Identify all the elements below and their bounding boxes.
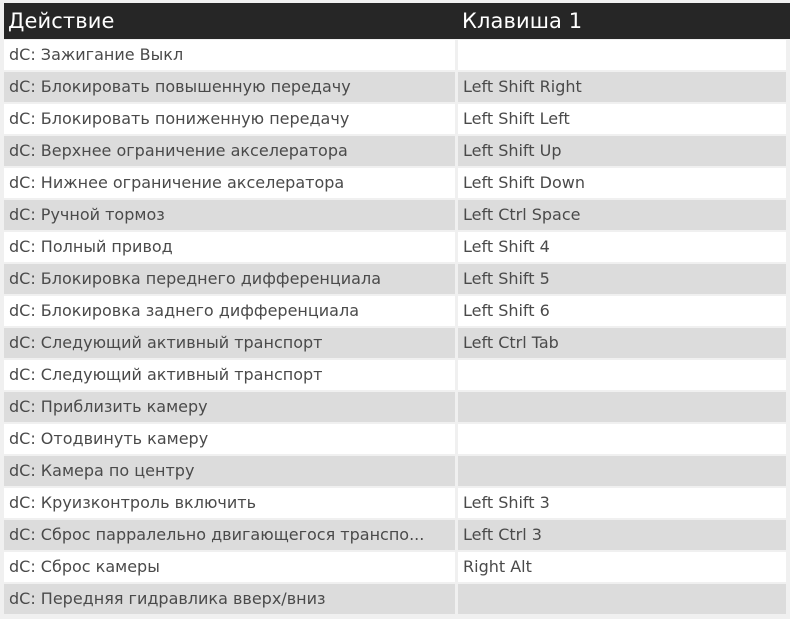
- action-cell[interactable]: dC: Следующий активный транспорт: [4, 360, 455, 390]
- key1-cell[interactable]: [458, 584, 786, 614]
- keybinding-row[interactable]: [4, 103, 786, 135]
- key1-cell[interactable]: [458, 392, 786, 422]
- keybinding-row[interactable]: [4, 39, 786, 71]
- keybinding-row[interactable]: [4, 199, 786, 231]
- key1-cell[interactable]: Left Shift 6: [458, 296, 786, 326]
- key1-cell[interactable]: Left Shift 5: [458, 264, 786, 294]
- action-cell[interactable]: dC: Сброс парралельно двигающегося транспо...: [4, 520, 455, 550]
- keybinding-row[interactable]: [4, 263, 786, 295]
- keybinding-row[interactable]: [4, 135, 786, 167]
- action-cell[interactable]: dC: Блокировать пониженную передачу: [4, 104, 455, 134]
- action-cell[interactable]: dC: Блокировка заднего дифференциала: [4, 296, 455, 326]
- action-cell[interactable]: dC: Нижнее ограничение акселератора: [4, 168, 455, 198]
- keybinding-row[interactable]: [4, 295, 786, 327]
- key1-cell[interactable]: Left Shift 4: [458, 232, 786, 262]
- action-cell[interactable]: dC: Сброс камеры: [4, 552, 455, 582]
- key1-cell[interactable]: [458, 360, 786, 390]
- action-cell[interactable]: dC: Полный привод: [4, 232, 455, 262]
- keybinding-row[interactable]: [4, 423, 786, 455]
- keybinding-row[interactable]: [4, 327, 786, 359]
- action-cell[interactable]: dC: Блокировать повышенную передачу: [4, 72, 455, 102]
- keybinding-row[interactable]: [4, 167, 786, 199]
- keybinding-row[interactable]: [4, 583, 786, 615]
- keybinding-row[interactable]: [4, 359, 786, 391]
- action-cell[interactable]: dC: Следующий активный транспорт: [4, 328, 455, 358]
- key1-cell[interactable]: [458, 40, 786, 70]
- key1-cell[interactable]: [458, 424, 786, 454]
- action-cell[interactable]: dC: Отодвинуть камеру: [4, 424, 455, 454]
- keybinding-list: [4, 39, 786, 615]
- key1-cell[interactable]: Left Shift Right: [458, 72, 786, 102]
- keybinding-row[interactable]: [4, 487, 786, 519]
- action-cell[interactable]: dC: Круизконтроль включить: [4, 488, 455, 518]
- action-cell[interactable]: dC: Камера по центру: [4, 456, 455, 486]
- action-cell[interactable]: dC: Приблизить камеру: [4, 392, 455, 422]
- action-cell[interactable]: dC: Зажигание Выкл: [4, 40, 455, 70]
- keybinding-row[interactable]: [4, 455, 786, 487]
- keybinding-row[interactable]: [4, 519, 786, 551]
- action-cell[interactable]: dC: Передняя гидравлика вверх/вниз: [4, 584, 455, 614]
- key1-cell[interactable]: Left Ctrl Space: [458, 200, 786, 230]
- key1-cell[interactable]: Left Ctrl Tab: [458, 328, 786, 358]
- key1-cell[interactable]: Left Shift 3: [458, 488, 786, 518]
- key1-cell[interactable]: Left Ctrl 3: [458, 520, 786, 550]
- action-cell[interactable]: dC: Ручной тормоз: [4, 200, 455, 230]
- column-header-key1[interactable]: Клавиша 1: [462, 9, 583, 33]
- action-cell[interactable]: dC: Верхнее ограничение акселератора: [4, 136, 455, 166]
- action-cell[interactable]: dC: Блокировка переднего дифференциала: [4, 264, 455, 294]
- key1-cell[interactable]: Right Alt: [458, 552, 786, 582]
- keybinding-row[interactable]: [4, 231, 786, 263]
- table-header: [4, 3, 790, 39]
- keybinding-row[interactable]: [4, 551, 786, 583]
- keybinding-row[interactable]: [4, 71, 786, 103]
- key1-cell[interactable]: Left Shift Left: [458, 104, 786, 134]
- key1-cell[interactable]: [458, 456, 786, 486]
- key1-cell[interactable]: Left Shift Up: [458, 136, 786, 166]
- key1-cell[interactable]: Left Shift Down: [458, 168, 786, 198]
- column-header-action[interactable]: Действие: [8, 9, 115, 33]
- keybinding-row[interactable]: [4, 391, 786, 423]
